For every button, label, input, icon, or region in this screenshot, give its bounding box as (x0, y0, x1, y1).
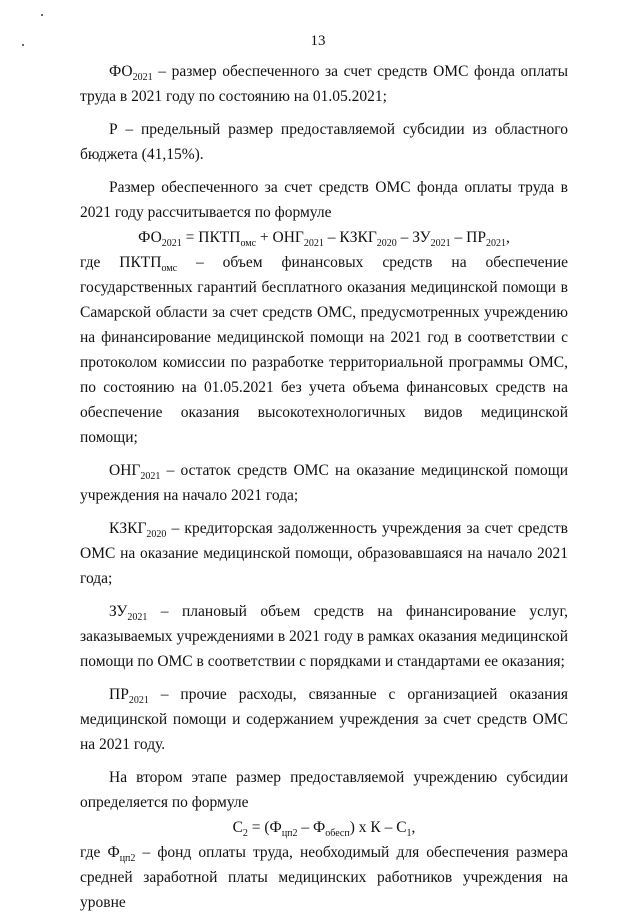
paragraph-kzkg: $КЗКГ_{2020}$ – кредиторская задолженность учреждения за счет средств ОМС на оказание медицинской помощи, образовавшаяся на начало 2021 года; (80, 520, 568, 587)
formula-fo2021: $ФО_{2021}$ = $ПКТП_{омс} + ОНГ_{2021}$ – $КЗКГ_{2020} - ЗУ_{2021} - ПР_{2021}$, (138, 229, 510, 250)
paragraph-pktp: где $ПКТП_{омс}$ – объем финансовых средств на обеспечение государственных гарантий бесплатного оказания медицинской помощи в Самарской области за счет средств ОМС, предусмотренных учреждению на финансирование медицинской помощи на 2021 год в соответствии с протоколом комиссии по разработке территориальной программы ОМС, по состоянию на 01.05.2021 без учета объема финансовых средств на обеспечение оказания высокотехнологичных видов медицинской помощи; (80, 254, 568, 446)
paragraph-p-limit: Р – предельный размер предоставляемой субсидии из областного бюджета (41,15%). (80, 121, 568, 163)
paragraph-fo2021: $ФО_{2021}$ – размер обеспеченного за счет средств ОМС фонда оплаты труда в 2021 году по состоянию на 01.05.2021; (80, 63, 568, 105)
document-body (80, 59, 568, 915)
paragraph-ong: $ОНГ_{2021}$ – остаток средств ОМС на оказание медицинской помощи учреждения на начало 2021 года; (80, 462, 568, 504)
formula-c2: $С_2 = (Ф_{цп2} - Ф_{обесп})$ х К – $С_1$, (232, 819, 416, 840)
paragraph-intro-formula-2: На втором этапе размер предоставляемой учреждению субсидии определяется по формуле (80, 769, 568, 811)
paragraph-intro-formula-1: Размер обеспеченного за счет средств ОМС фонда оплаты труда в 2021 году рассчитывается по формуле (80, 179, 568, 221)
page-number: 13 (310, 33, 326, 49)
paragraph-zu: $ЗУ_{2021}$ – плановый объем средств на финансирование услуг, заказываемых учреждениями в 2021 году в рамках оказания медицинской помощи по ОМС в соответствии с порядками и стандартами ее оказания; (80, 603, 568, 670)
paragraph-pr: $ПР_{2021}$ – прочие расходы, связанные с организацией оказания медицинской помощи и содержанием учреждения за счет средств ОМС на 2021 году. (80, 686, 568, 753)
scan-speck (41, 14, 43, 16)
paragraph-fcp2: где $Ф_{цп2}$ – фонд оплаты труда, необходимый для обеспечения размера средней заработной платы медицинских работников учреждения на уровне (80, 844, 568, 911)
